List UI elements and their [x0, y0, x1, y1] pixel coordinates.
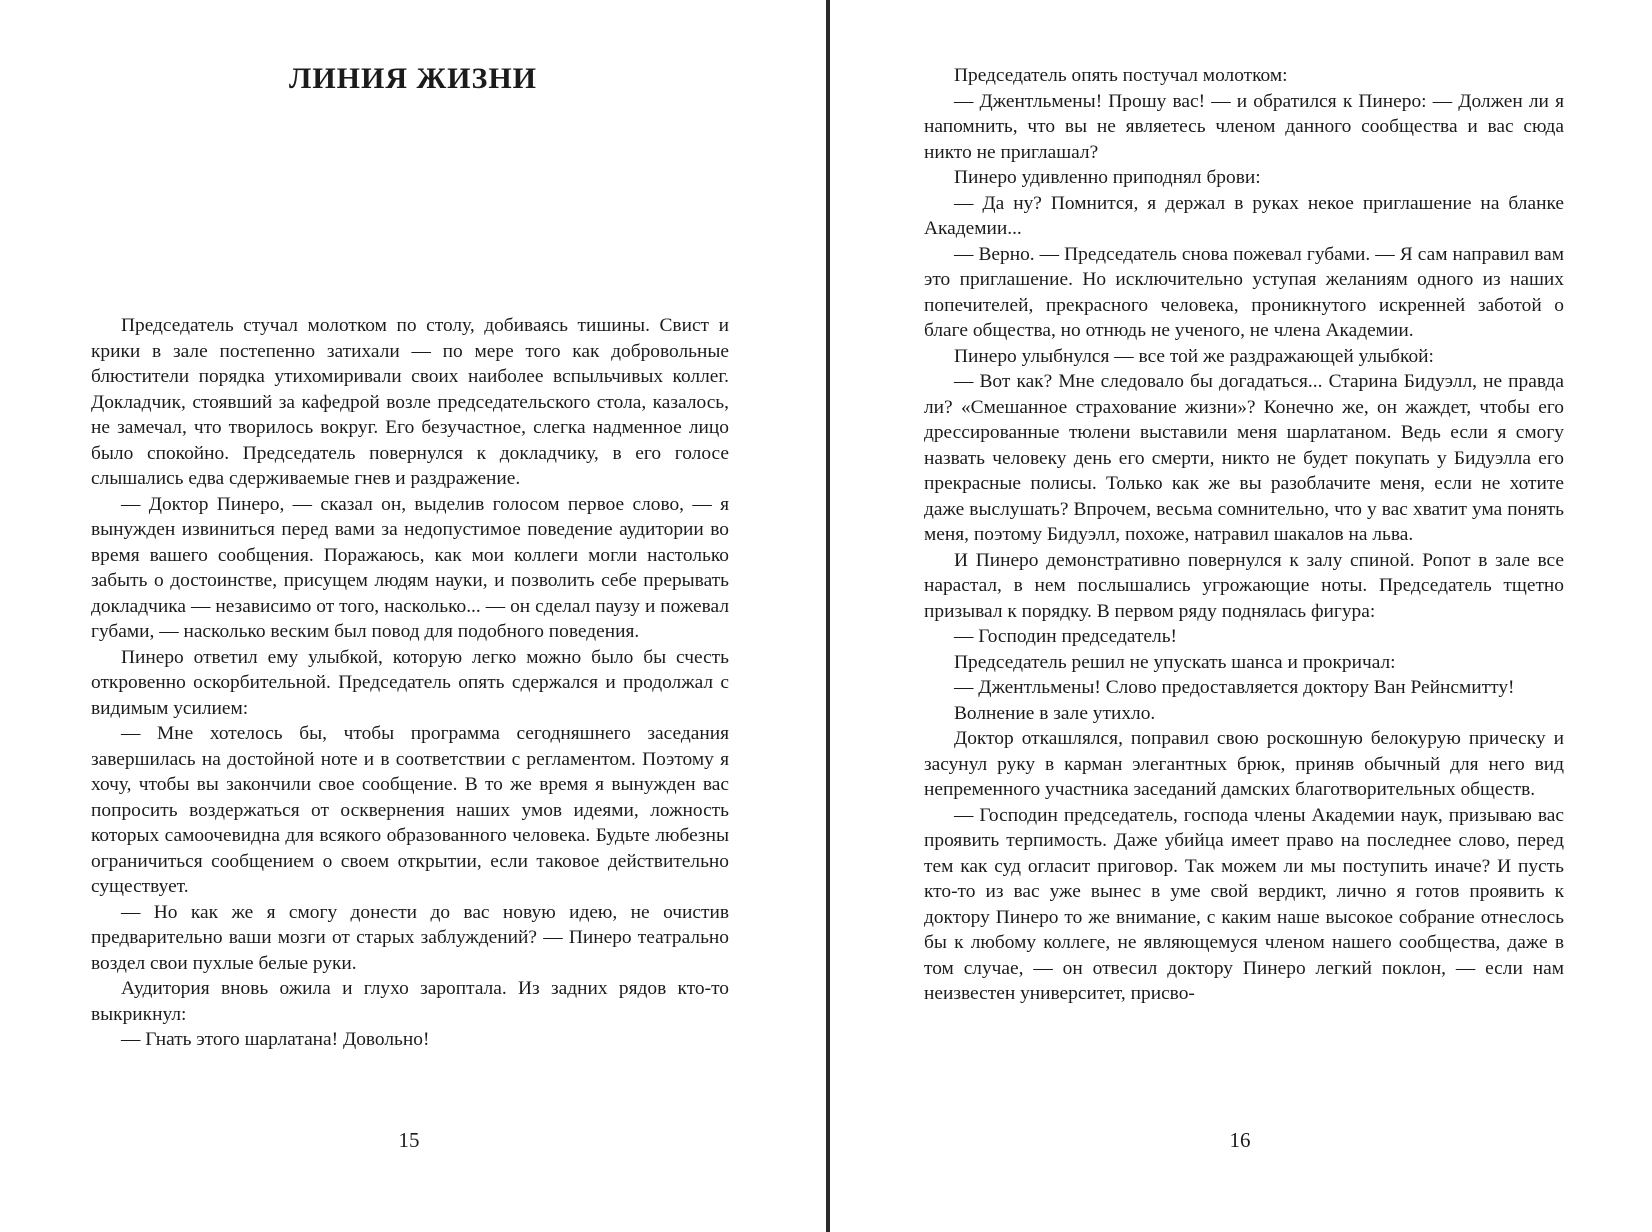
- right-page-text: [924, 63, 1564, 1007]
- left-page-text: [91, 313, 729, 1053]
- paragraph: — Господин председатель!: [954, 626, 1178, 647]
- paragraph: Пинеро удивленно приподнял брови:: [954, 167, 1261, 188]
- paragraph: — Доктор Пинеро, — сказал он, выделив голосом первое слово, — я вынужден извиниться перед вами за недопустимое поведение аудитории во время вашего сообщения. Поражаюсь, как мои коллеги могли настолько забыть о достоинстве, присущем людям науки, и позволить себе прерывать докладчика — независимо от того, насколько... — он сделал паузу и пожевал губами, — насколько веским был повод для подобного поведения.: [91, 493, 729, 642]
- paragraph: — Да ну? Помнится, я держал в руках некое приглашение на бланке Академии...: [924, 192, 1564, 239]
- chapter-title: ЛИНИЯ ЖИЗНИ: [288, 62, 538, 95]
- page-number-right: 16: [1229, 1128, 1251, 1152]
- paragraph: И Пинеро демонстративно повернулся к залу спиной. Ропот в зале все нарастал, в нем послышались угрожающие ноты. Председатель тщетно призывал к порядку. В первом ряду поднялась фигура:: [924, 549, 1564, 622]
- right-page: [830, 0, 1652, 1232]
- paragraph: — Верно. — Председатель снова пожевал губами. — Я сам направил вам это приглашение. Но исключительно уступая желаниям одного из наших попечителей, прекрасного человека, проникнутого искренней заботой о благе общества, но отнюдь не ученого, не члена Академии.: [924, 243, 1564, 341]
- paragraph: — Но как же я смогу донести до вас новую идею, не очистив предварительно ваши мозги от старых заблуждений? — Пинеро театрально воздел свои пухлые белые руки.: [91, 901, 729, 974]
- paragraph: Председатель решил не упускать шанса и прокричал:: [954, 651, 1396, 673]
- paragraph: Аудитория вновь ожила и глухо зароптала. Из задних рядов кто-то выкрикнул:: [91, 978, 729, 1025]
- paragraph: — Гнать этого шарлатана! Довольно!: [121, 1029, 430, 1050]
- paragraph: — Мне хотелось бы, чтобы программа сегодняшнего заседания завершилась на достойной ноте и в соответствии с регламентом. Поэтому я хочу, чтобы вы закончили свое сообщение. В то же время я вынужден вас попросить воздержаться от осквернения наших умов идеями, ложность которых самоочевидна для всякого образованного человека. Будьте любезны ограничиться сообщением о своем открытии, если таковое действительно существует.: [91, 723, 729, 897]
- page-number-left: 15: [398, 1128, 420, 1152]
- paragraph: Пинеро ответил ему улыбкой, которую легко можно было бы счесть откровенно оскорбительной. Председатель опять сдержался и продолжал с видимым усилием:: [91, 646, 729, 719]
- paragraph: Доктор откашлялся, поправил свою роскошную белокурую прическу и засунул руку в карман элегантных брюк, приняв обычный для него вид непременного участника заседаний дамских благотворительных обществ.: [924, 728, 1564, 800]
- paragraph: — Господин председатель, господа члены Академии наук, призываю вас проявить терпимость. Даже убийца имеет право на последнее слово, перед тем как суд огласит приговор. Так можем ли мы поступить иначе? И пусть кто-то из вас уже вынес в уме свой вердикт, лично я готов проявить к доктору Пинеро то же внимание, с каким наше высокое собрание отнеслось бы к любому коллеге, не являющемуся членом нашего сообщества, даже в том случае, — он отвесил доктору Пинеро легкий поклон, — если нам неизвестен университет, присво-: [924, 804, 1564, 1004]
- paragraph: — Джентльмены! Слово предоставляется доктору Ван Рейнсмитту!: [954, 677, 1515, 698]
- paragraph: Председатель стучал молотком по столу, добиваясь тишины. Свист и крики в зале постепенно затихали — по мере того как добровольные блюстители порядка утихомиривали своих наиболее вспыльчивых коллег. Докладчик, стоявший за кафедрой возле председательского стола, казалось, не замечал, что творилось вокруг. Его безучастное, слегка надменное лицо было спокойно. Председатель повернулся к докладчику, в его голосе слышались едва сдерживаемые гнев и раздражение.: [91, 315, 729, 489]
- paragraph: — Джентльмены! Прошу вас! — и обратился к Пинеро: — Должен ли я напомнить, что вы не являетесь членом данного сообщества и вас сюда никто не приглашал?: [924, 90, 1564, 163]
- paragraph: Председатель опять постучал молотком:: [954, 65, 1288, 86]
- paragraph: — Вот как? Мне следовало бы догадаться... Старина Бидуэлл, не правда ли? «Смешанное страхование жизни»? Конечно же, он жаждет, чтобы его дрессированные тюлени выставили меня шарлатаном. Ведь если я смогу назвать человеку день его смерти, никто не будет покупать у Бидуэлла его прекрасные полисы. Только как же вы разоблачите меня, если не хотите даже выслушать? Впрочем, весьма сомнительно, что у вас хватит ума понять меня, поэтому Бидуэлл, похоже, натравил шакалов на льва.: [924, 371, 1564, 545]
- paragraph: Пинеро улыбнулся — все той же раздражающей улыбкой:: [954, 345, 1434, 367]
- paragraph: Волнение в зале утихло.: [954, 702, 1156, 724]
